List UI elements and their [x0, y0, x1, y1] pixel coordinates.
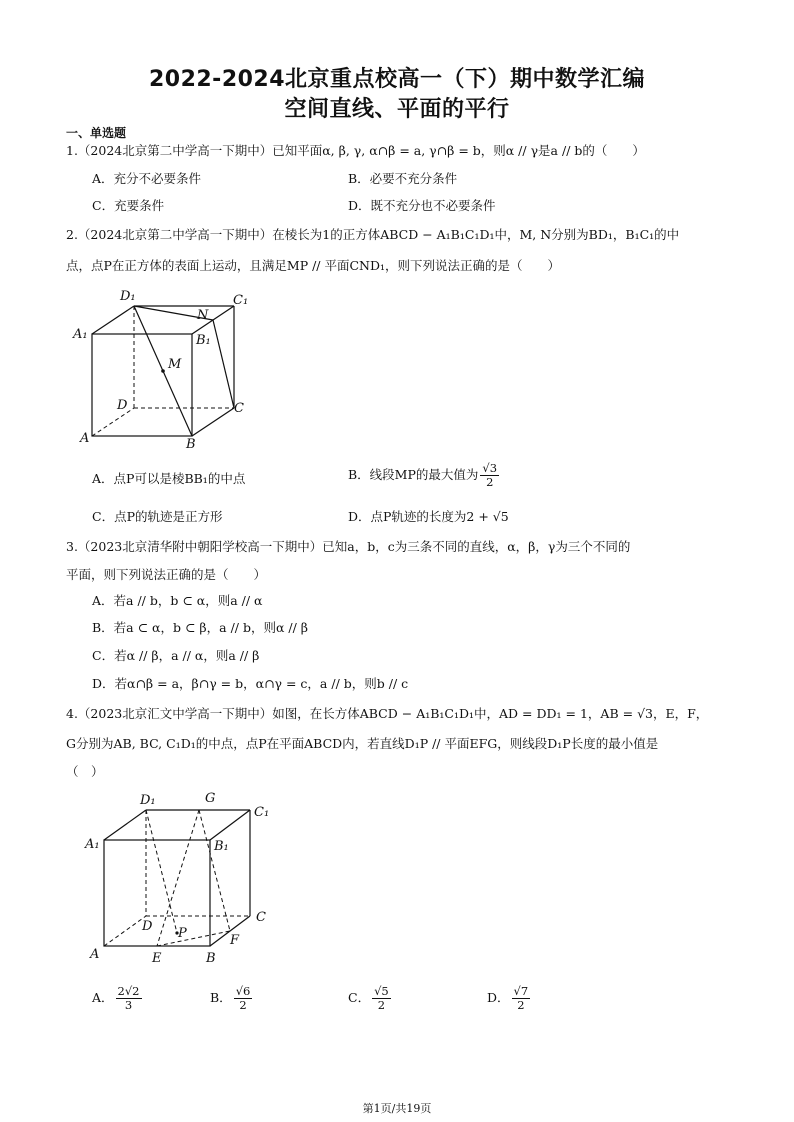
q1-option-c: C．充要条件 [92, 198, 165, 213]
question-2-stem-line1: 2.（2024北京第二中学高一下期中）在棱长为1的正方体ABCD − A₁B₁C₁D₁中，M, N分别为BD₁，B₁C₁的中 [66, 227, 680, 242]
q3-option-c: C．若α // β，a // α，则a // β [92, 648, 260, 663]
label-n: N [197, 308, 209, 323]
document-subtitle: 空间直线、平面的平行 [284, 97, 510, 122]
question-3-stem-line2: 平面，则下列说法正确的是（ ） [66, 567, 267, 582]
question-4-stem-line1: 4.（2023北京汇文中学高一下期中）如图，在长方体ABCD − A₁B₁C₁D₁中，AD = DD₁ = 1，AB = √3，E，F， [66, 706, 709, 721]
q4-option-a-fraction: $\frac{2√2}{3}$ [117, 984, 140, 1012]
q4-label-c1: C₁ [254, 805, 270, 820]
q4-label-c: C [256, 910, 266, 925]
q1-option-a: A．充分不必要条件 [92, 171, 202, 186]
page-footer: 第1页/共19页 [362, 1102, 432, 1115]
q4-label-p: P [178, 926, 187, 941]
label-c: C [234, 401, 244, 416]
q4-option-d: D． $\frac{√7}{2}$ [487, 984, 529, 1012]
q4-label-a1: A₁ [85, 837, 100, 852]
q4-label-a: A [90, 947, 100, 962]
q4-option-c-fraction: $\frac{√5}{2}$ [374, 984, 389, 1012]
label-d: D [117, 398, 128, 413]
question-4-stem-line3: （ ） [66, 764, 104, 779]
q4-option-a: A． $\frac{2√2}{3}$ [92, 984, 140, 1012]
q4-label-f: F [230, 933, 240, 948]
q1-option-d: D．既不充分也不必要条件 [348, 198, 496, 213]
q3-option-a: A．若a // b，b ⊂ α，则a // α [92, 593, 263, 608]
label-a1: A₁ [73, 327, 88, 342]
q4-option-d-fraction: $\frac{√7}{2}$ [513, 984, 529, 1012]
q3-option-b: B．若a ⊂ α，b ⊂ β，a // b，则α // β [92, 620, 309, 635]
q4-label-d: D [142, 919, 153, 934]
q4-label-d1: D₁ [140, 793, 156, 808]
label-m: M [168, 357, 182, 372]
q4-label-e: E [152, 951, 162, 966]
q2-option-b: B．线段MP的最大值为 $\frac{√3}{2}$ [348, 461, 498, 489]
label-d1: D₁ [120, 289, 136, 304]
q1-option-b: B．必要不充分条件 [348, 171, 458, 186]
q4-label-b1: B₁ [214, 839, 229, 854]
document-title: 2022-2024北京重点校高一（下）期中数学汇编 [148, 67, 646, 92]
question-4-stem-line2: G分别为AB, BC, C₁D₁的中点，点P在平面ABCD内，若直线D₁P // 平面EFG，则线段D₁P长度的最小值是 [66, 736, 659, 751]
label-c1: C₁ [233, 293, 249, 308]
section-heading: 一、单选题 [66, 126, 127, 140]
cuboid-figure-q4 [82, 788, 282, 968]
q2-option-c: C．点P的轨迹是正方形 [92, 509, 223, 524]
q4-label-b: B [206, 951, 216, 966]
question-1-stem: 1.（2024北京第二中学高一下期中）已知平面α, β, γ, α∩β = a, γ∩β = b，则α // γ是a // b的（ ） [66, 143, 645, 158]
q2-option-b-fraction: $\frac{√3}{2}$ [482, 461, 498, 489]
q4-option-b: B． $\frac{√6}{2}$ [210, 984, 251, 1012]
label-b: B [186, 437, 196, 450]
q2-option-d: D．点P轨迹的长度为2 + √5 [348, 509, 509, 524]
q4-option-b-fraction: $\frac{√6}{2}$ [235, 984, 251, 1012]
question-3-stem-line1: 3.（2023北京清华附中朝阳学校高一下期中）已知a，b，c为三条不同的直线，α，β，γ为三个不同的 [66, 539, 631, 554]
question-2-stem-line2: 点，点P在正方体的表面上运动，且满足MP // 平面CND₁，则下列说法正确的是（ ） [66, 258, 561, 273]
q2-option-a: A．点P可以是棱BB₁的中点 [92, 471, 246, 486]
q3-option-d: D．若α∩β = a，β∩γ = b，α∩γ = c，a // b，则b // c [92, 676, 409, 691]
q4-label-g: G [205, 791, 216, 806]
cube-figure-q2 [70, 280, 260, 450]
label-a: A [80, 431, 90, 446]
label-b1: B₁ [196, 333, 211, 348]
q4-option-c: C． $\frac{√5}{2}$ [348, 984, 389, 1012]
